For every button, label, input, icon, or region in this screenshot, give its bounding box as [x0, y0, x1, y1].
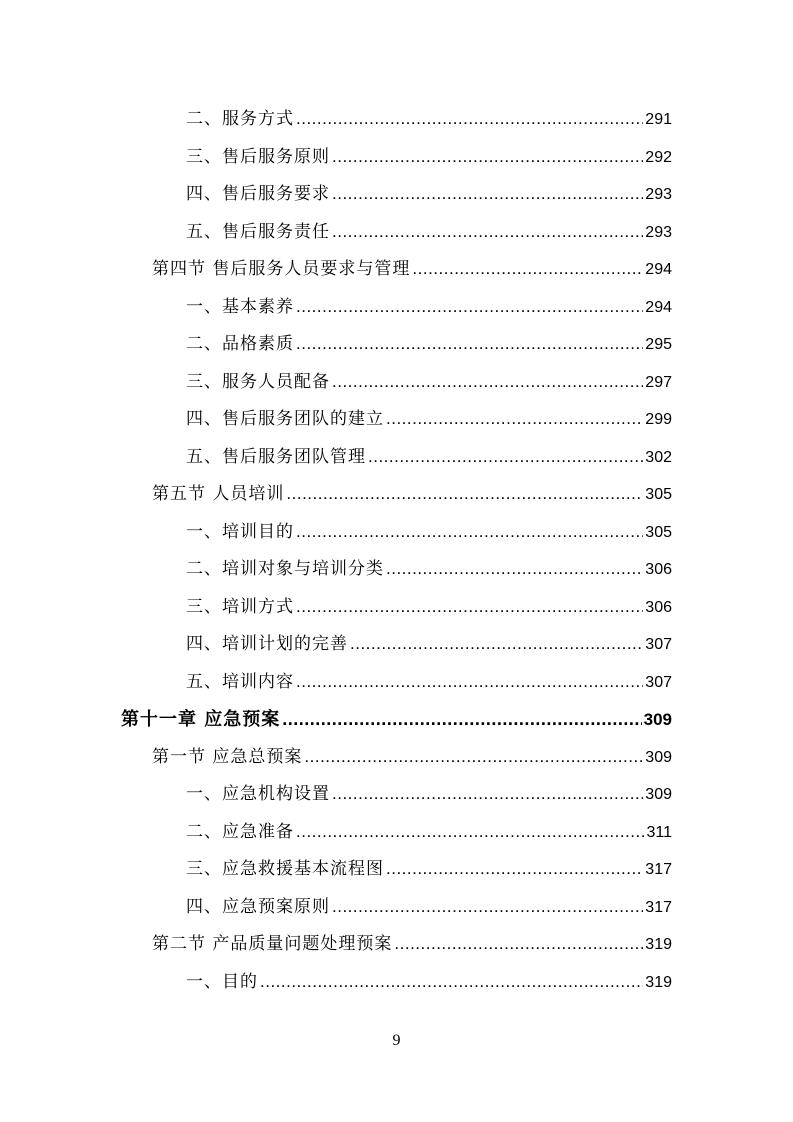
- toc-dot-leader: [350, 629, 643, 659]
- toc-entry-page: 306: [645, 598, 672, 616]
- toc-entry-page: 305: [645, 486, 672, 503]
- toc-entry-title: 二、应急准备: [186, 821, 294, 842]
- toc-entry[interactable]: [186, 292, 672, 322]
- toc-entry-title: 一、目的: [186, 971, 258, 992]
- toc-dot-leader: [386, 554, 643, 584]
- toc-dot-leader: [296, 329, 643, 359]
- toc-entry-title: 第四节 售后服务人员要求与管理: [152, 259, 411, 279]
- toc-entry-page: 292: [645, 148, 672, 166]
- toc-entry-page: 293: [645, 223, 672, 241]
- toc-entry-title: 四、售后服务要求: [186, 184, 330, 204]
- toc-dot-leader: [332, 142, 643, 172]
- toc-entry[interactable]: [186, 892, 672, 922]
- toc-dot-leader: [304, 742, 643, 772]
- toc-entry[interactable]: [186, 179, 672, 209]
- toc-entry[interactable]: [152, 929, 672, 959]
- toc-entry[interactable]: [186, 817, 672, 847]
- toc-dot-leader: [296, 104, 643, 134]
- toc-dot-leader: [394, 929, 643, 959]
- toc-entry-page: 305: [645, 523, 672, 541]
- toc-entry[interactable]: [186, 779, 672, 809]
- toc-dot-leader: [296, 592, 643, 622]
- toc-entry-title: 三、培训方式: [186, 596, 294, 617]
- toc-entry[interactable]: [186, 404, 672, 434]
- toc-entry-title: 五、培训内容: [186, 671, 294, 692]
- toc-entry[interactable]: [186, 329, 672, 359]
- toc-entry[interactable]: [186, 854, 672, 884]
- toc-entry-title: 四、培训计划的完善: [186, 634, 348, 654]
- toc-entry[interactable]: [186, 667, 672, 697]
- toc-entry[interactable]: [152, 254, 672, 284]
- toc-entry-title: 四、售后服务团队的建立: [186, 409, 384, 429]
- toc-dot-leader: [332, 779, 643, 809]
- toc-entry[interactable]: [152, 479, 672, 509]
- toc-entry[interactable]: [186, 442, 672, 472]
- toc-entry-page: 302: [645, 448, 672, 466]
- toc-entry[interactable]: [186, 217, 672, 247]
- toc-entry-page: 294: [645, 261, 672, 278]
- toc-dot-leader: [296, 517, 643, 547]
- toc-entry[interactable]: [152, 742, 672, 772]
- toc-entry-title: 二、品格素质: [186, 334, 294, 354]
- toc-entry-title: 一、应急机构设置: [186, 784, 330, 804]
- toc-entry-title: 三、服务人员配备: [186, 371, 330, 392]
- toc-dot-leader: [286, 479, 643, 509]
- toc-entry-chapter[interactable]: [121, 704, 672, 734]
- toc-entry-title: 一、基本素养: [186, 296, 294, 317]
- toc-dot-leader: [332, 217, 643, 247]
- toc-entry-title: 三、应急救援基本流程图: [186, 859, 384, 879]
- toc-entry[interactable]: [186, 554, 672, 584]
- toc-dot-leader: [296, 667, 643, 697]
- toc-entry[interactable]: [186, 367, 672, 397]
- toc-entry-title: 第十一章 应急预案: [121, 709, 281, 730]
- toc-entry[interactable]: [186, 517, 672, 547]
- toc-entry-page: 295: [645, 336, 672, 353]
- page-number: 9: [392, 1032, 401, 1049]
- toc-entry-page: 306: [645, 561, 672, 578]
- toc-entry-page: 319: [645, 973, 672, 991]
- toc-entry-page: 291: [645, 111, 672, 128]
- toc-entry[interactable]: [186, 967, 672, 997]
- toc-dot-leader: [332, 179, 643, 209]
- toc-dot-leader: [332, 367, 643, 397]
- toc-entry-title: 五、售后服务责任: [186, 221, 330, 242]
- toc-entry-title: 第二节 产品质量问题处理预案: [152, 934, 393, 954]
- toc-entry-page: 297: [645, 373, 672, 391]
- toc-entry[interactable]: [186, 104, 672, 134]
- toc-entry-title: 五、售后服务团队管理: [186, 446, 366, 467]
- toc-entry-title: 四、应急预案原则: [186, 896, 330, 917]
- toc-entry-page: 307: [645, 636, 672, 653]
- toc-dot-leader: [386, 404, 643, 434]
- toc-entry-page: 309: [645, 786, 672, 803]
- toc-entry-page: 299: [645, 411, 672, 428]
- toc-dot-leader: [296, 292, 643, 322]
- toc-entry-page: 311: [646, 823, 672, 841]
- toc-entry[interactable]: [186, 629, 672, 659]
- toc-entry-page: 319: [645, 936, 672, 953]
- toc-entry-page: 309: [645, 748, 672, 766]
- toc-dot-leader: [386, 854, 643, 884]
- toc-entry-title: 一、培训目的: [186, 521, 294, 542]
- toc-entry-page: 309: [643, 710, 672, 729]
- toc-entry-page: 317: [645, 861, 672, 878]
- toc-dot-leader: [282, 704, 641, 734]
- toc-entry[interactable]: [186, 592, 672, 622]
- toc-entry-page: 317: [645, 898, 672, 916]
- toc-entry-page: 293: [645, 186, 672, 203]
- toc-dot-leader: [332, 892, 643, 922]
- toc-entry-title: 第一节 应急总预案: [152, 746, 303, 767]
- toc-dot-leader: [296, 817, 644, 847]
- toc-entry-title: 二、培训对象与培训分类: [186, 559, 384, 579]
- toc-entry-page: 294: [645, 298, 672, 316]
- toc-entry-title: 二、服务方式: [186, 109, 294, 129]
- toc-entry-page: 307: [645, 673, 672, 691]
- toc-dot-leader: [260, 967, 643, 997]
- toc-dot-leader: [368, 442, 643, 472]
- toc-entry[interactable]: [186, 142, 672, 172]
- toc-entry-title: 三、售后服务原则: [186, 146, 330, 167]
- toc-entry-title: 第五节 人员培训: [152, 484, 285, 504]
- toc-dot-leader: [412, 254, 643, 284]
